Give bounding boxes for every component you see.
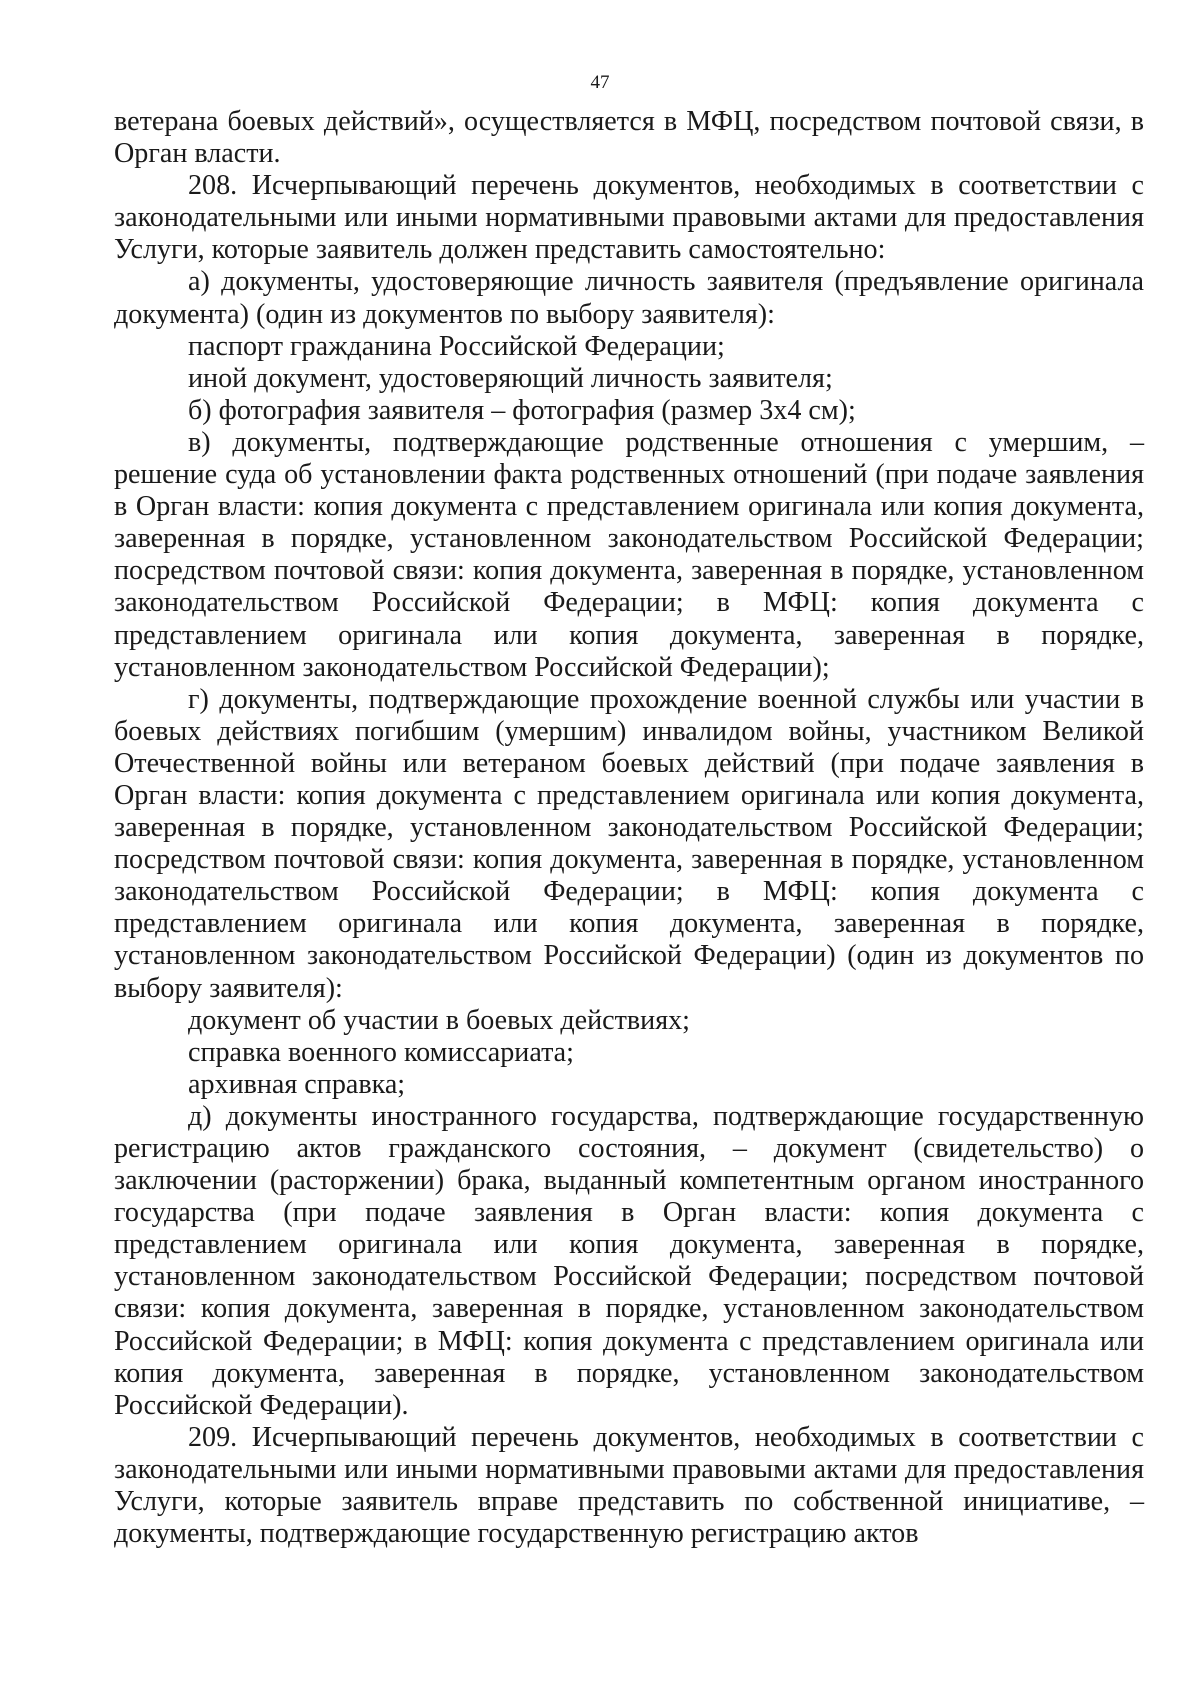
page-number: 47 xyxy=(590,72,610,93)
document-body xyxy=(114,106,1144,1550)
paragraph-item-v: в) документы, подтверждающие родственные отношения с умершим, – решение суда об установлении факта родственных отношений (при подаче заявления в Орган власти: копия документа с представлением оригинала или копия документа, заверенная в порядке, установленном законодательством Российской Федерации; посредством почтовой связи: копия документа, заверенная в порядке, установленном законодательством Российской Федерации; в МФЦ: копия документа с представлением оригинала или копия документа, заверенная в порядке, установленном законодательством Российской Федерации); xyxy=(114,426,1144,683)
paragraph-item-g: г) документы, подтверждающие прохождение военной службы или участии в боевых действиях погибшим (умершим) инвалидом войны, участником Великой Отечественной войны или ветераном боевых действий (при подаче заявления в Орган власти: копия документа с представлением оригинала или копия документа, заверенная в порядке, установленном законодательством Российской Федерации; посредством почтовой связи: копия документа, заверенная в порядке, установленном законодательством Российской Федерации; в МФЦ: копия документа с представлением оригинала или копия документа, заверенная в порядке, установленном законодательством Российской Федерации) (один из документов по выбору заявителя): xyxy=(114,683,1144,1004)
paragraph-208: 208. Исчерпывающий перечень документов, необходимых в соответствии с законодательными или иными нормативными правовыми актами для предоставления Услуги, которые заявитель должен представить самостоятельно: xyxy=(114,170,1144,266)
paragraph-continuation: ветерана боевых действий», осуществляется в МФЦ, посредством почтовой связи, в Орган власти. xyxy=(114,106,1144,170)
paragraph-209: 209. Исчерпывающий перечень документов, необходимых в соответствии с законодательными или иными нормативными правовыми актами для предоставления Услуги, которые заявитель вправе представить по собственной инициативе, – документы, подтверждающие государственную регистрацию актов xyxy=(114,1421,1144,1550)
list-item-combat-document: документ об участии в боевых действиях; xyxy=(188,1004,690,1036)
paragraph-item-b: б) фотография заявителя – фотография (размер 3х4 см); xyxy=(188,394,856,426)
paragraph-item-a: а) документы, удостоверяющие личность заявителя (предъявление оригинала документа) (один из документов по выбору заявителя): xyxy=(114,266,1144,330)
list-item-archive-certificate: архивная справка; xyxy=(188,1068,406,1100)
paragraph-item-d: д) документы иностранного государства, подтверждающие государственную регистрацию актов гражданского состояния, – документ (свидетельство) о заключении (расторжении) брака, выданный компетентным органом иностранного государства (при подаче заявления в Орган власти: копия документа с представлением оригинала или копия документа, заверенная в порядке, установленном законодательством Российской Федерации; посредством почтовой связи: копия документа, заверенная в порядке, установленном законодательством Российской Федерации; в МФЦ: копия документа с представлением оригинала или копия документа, заверенная в порядке, установленном законодательством Российской Федерации). xyxy=(114,1100,1144,1421)
list-item-other-id: иной документ, удостоверяющий личность заявителя; xyxy=(188,362,833,394)
list-item-passport: паспорт гражданина Российской Федерации; xyxy=(188,330,725,362)
list-item-commissariat-certificate: справка военного комиссариата; xyxy=(188,1036,574,1068)
